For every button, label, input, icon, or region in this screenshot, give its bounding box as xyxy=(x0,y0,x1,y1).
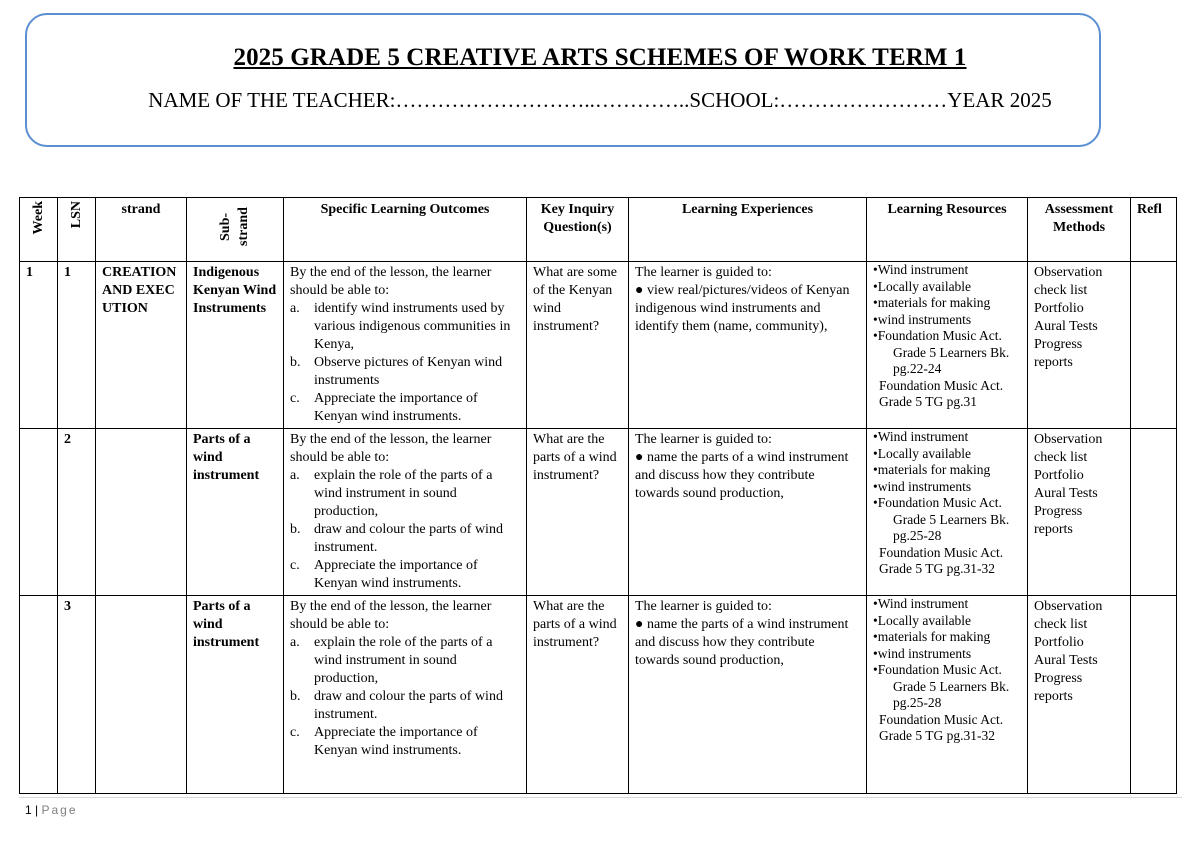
page-footer xyxy=(25,803,78,817)
assessment-item: Observation xyxy=(1034,599,1103,614)
resource-item: •materials for making xyxy=(873,629,991,644)
resource-item: •wind instruments xyxy=(873,478,972,494)
outcome-item xyxy=(290,390,520,426)
resources-list xyxy=(873,596,1021,745)
outcomes-intro: By the end of the lesson, the learner should be able to: xyxy=(290,265,492,298)
outcomes-list xyxy=(290,300,520,426)
outcome-marker: c. xyxy=(290,558,300,573)
cell-experiences xyxy=(629,429,867,596)
table-header-row xyxy=(20,198,1177,262)
assessment-item: Portfolio xyxy=(1034,468,1084,483)
outcome-text: draw and colour the parts of wind instrument. xyxy=(314,689,503,722)
cell-experiences xyxy=(629,596,867,794)
cell-outcomes xyxy=(284,596,527,794)
page-number: 1 xyxy=(25,803,32,817)
cell-inquiry: What are some of the Kenyan wind instrument? xyxy=(527,262,629,429)
outcome-marker: c. xyxy=(290,725,300,740)
resource-item: •Wind instrument xyxy=(873,596,969,611)
resource-item: •Wind instrument xyxy=(873,262,969,277)
cell-strand xyxy=(96,429,187,596)
outcome-text: explain the role of the parts of a wind instrument in sound production, xyxy=(314,468,493,519)
footer-rule xyxy=(19,797,1182,798)
assessment-item: check list xyxy=(1034,617,1088,632)
outcome-text: Appreciate the importance of Kenyan wind instruments. xyxy=(314,725,478,758)
experiences-intro: The learner is guided to: xyxy=(635,432,772,447)
cell-strand: CREATION AND EXECUTION xyxy=(96,262,187,429)
header-box xyxy=(25,13,1101,147)
assessment-item: Portfolio xyxy=(1034,301,1084,316)
resource-tg-pages: Grade 5 TG pg.31-32 xyxy=(879,561,995,576)
assessment-item: check list xyxy=(1034,283,1088,298)
resource-item: •Locally available xyxy=(873,445,972,461)
assessment-item: Progress xyxy=(1034,671,1083,686)
resource-tg-pages: Grade 5 TG pg.31-32 xyxy=(879,728,995,743)
outcome-marker: b. xyxy=(290,355,301,370)
cell-assessment xyxy=(1028,596,1131,794)
resource-tg-title: Foundation Music Act. xyxy=(879,711,1004,727)
resources-list xyxy=(873,262,1021,411)
cell-reflection xyxy=(1131,429,1177,596)
resource-item: •materials for making xyxy=(873,462,991,477)
assessment-item: Aural Tests xyxy=(1034,486,1098,501)
col-header-week: Week xyxy=(20,198,58,262)
experience-item-continued: indigenous wind instruments and identify them (name, community), xyxy=(635,301,828,334)
cell-experiences xyxy=(629,262,867,429)
col-header-strand: strand xyxy=(96,198,187,262)
cell-outcomes xyxy=(284,262,527,429)
outcome-text: draw and colour the parts of wind instrument. xyxy=(314,522,503,555)
cell-resources xyxy=(867,429,1028,596)
resource-item: •Foundation Music Act. xyxy=(873,495,1002,510)
outcome-text: Appreciate the importance of Kenyan wind instruments. xyxy=(314,391,478,424)
assessment-item: Observation xyxy=(1034,265,1103,280)
cell-assessment xyxy=(1028,262,1131,429)
assessment-item: Aural Tests xyxy=(1034,319,1098,334)
col-header-assessment: Assessment Methods xyxy=(1028,198,1131,262)
resources-list xyxy=(873,429,1021,578)
resource-pages: pg.25-28 xyxy=(893,695,942,710)
page-label: Page xyxy=(41,803,78,817)
outcome-text: Observe pictures of Kenyan wind instruments xyxy=(314,355,503,388)
assessment-item: reports xyxy=(1034,355,1073,370)
experience-item: ● view real/pictures/videos of Kenyan xyxy=(635,283,850,298)
resource-tg-title: Foundation Music Act. xyxy=(879,544,1004,560)
cell-lsn: 2 xyxy=(58,429,96,596)
experience-item: ● name the parts of a wind instrument and discuss how they contribute towards sound production, xyxy=(635,450,849,501)
experience-item: ● name the parts of a wind instrument and discuss how they contribute towards sound production, xyxy=(635,617,849,668)
table-row xyxy=(20,596,1177,794)
outcome-marker: a. xyxy=(290,468,300,483)
col-header-outcomes: Specific Learning Outcomes xyxy=(284,198,527,262)
assessment-item: Aural Tests xyxy=(1034,653,1098,668)
outcome-item xyxy=(290,521,520,557)
outcome-item xyxy=(290,688,520,724)
outcomes-intro: By the end of the lesson, the learner should be able to: xyxy=(290,432,492,465)
resource-item: •wind instruments xyxy=(873,311,972,327)
cell-week xyxy=(20,596,58,794)
table-row xyxy=(20,429,1177,596)
col-header-inquiry: Key Inquiry Question(s) xyxy=(527,198,629,262)
resource-book: Grade 5 Learners Bk. xyxy=(893,678,1010,694)
resource-item: •Locally available xyxy=(873,612,972,628)
cell-sub-strand: Parts of a wind instrument xyxy=(187,429,284,596)
col-header-experiences: Learning Experiences xyxy=(629,198,867,262)
outcome-item xyxy=(290,557,520,593)
cell-lsn: 3 xyxy=(58,596,96,794)
outcome-marker: b. xyxy=(290,522,301,537)
outcome-marker: b. xyxy=(290,689,301,704)
cell-lsn: 1 xyxy=(58,262,96,429)
assessment-item: Progress xyxy=(1034,504,1083,519)
cell-resources xyxy=(867,596,1028,794)
resource-tg-pages: Grade 5 TG pg.31 xyxy=(879,394,977,409)
resource-item: •materials for making xyxy=(873,295,991,310)
cell-outcomes xyxy=(284,429,527,596)
outcome-text: Appreciate the importance of Kenyan wind instruments. xyxy=(314,558,478,591)
cell-reflection xyxy=(1131,596,1177,794)
resource-book: Grade 5 Learners Bk. xyxy=(893,511,1010,527)
cell-inquiry: What are the parts of a wind instrument? xyxy=(527,596,629,794)
outcome-text: explain the role of the parts of a wind instrument in sound production, xyxy=(314,635,493,686)
resource-item: •Foundation Music Act. xyxy=(873,328,1002,343)
resource-item: •wind instruments xyxy=(873,645,972,661)
outcome-marker: a. xyxy=(290,301,300,316)
table-row xyxy=(20,262,1177,429)
outcome-item xyxy=(290,354,520,390)
cell-resources xyxy=(867,262,1028,429)
experiences-intro: The learner is guided to: xyxy=(635,265,772,280)
outcome-item xyxy=(290,634,520,688)
outcomes-list xyxy=(290,467,520,593)
teacher-school-line: NAME OF THE TEACHER:………………………..…………..SCHOOL:……………………YEAR 2025 xyxy=(148,88,1052,112)
col-header-sub-strand: Sub-strand xyxy=(187,198,284,262)
resource-tg-title: Foundation Music Act. xyxy=(879,377,1004,393)
outcome-marker: a. xyxy=(290,635,300,650)
assessment-item: Progress xyxy=(1034,337,1083,352)
experiences-intro: The learner is guided to: xyxy=(635,599,772,614)
schemes-of-work-table xyxy=(19,197,1177,794)
cell-sub-strand: Indigenous Kenyan Wind Instruments xyxy=(187,262,284,429)
assessment-item: Observation xyxy=(1034,432,1103,447)
footer-separator: | xyxy=(31,803,42,817)
col-header-resources: Learning Resources xyxy=(867,198,1028,262)
resource-pages: pg.25-28 xyxy=(893,528,942,543)
resource-item: •Locally available xyxy=(873,278,972,294)
cell-reflection xyxy=(1131,262,1177,429)
cell-assessment xyxy=(1028,429,1131,596)
resource-book: Grade 5 Learners Bk. xyxy=(893,344,1010,360)
outcomes-list xyxy=(290,634,520,760)
resource-item: •Wind instrument xyxy=(873,429,969,444)
assessment-item: Portfolio xyxy=(1034,635,1084,650)
page-title: 2025 GRADE 5 CREATIVE ARTS SCHEMES OF WORK TERM 1 xyxy=(233,44,967,71)
outcomes-intro: By the end of the lesson, the learner should be able to: xyxy=(290,599,492,632)
cell-sub-strand: Parts of a wind instrument xyxy=(187,596,284,794)
assessment-item: reports xyxy=(1034,689,1073,704)
assessment-item: check list xyxy=(1034,450,1088,465)
outcome-item xyxy=(290,724,520,760)
col-header-lsn: LSN xyxy=(58,198,96,262)
cell-week xyxy=(20,429,58,596)
outcome-item xyxy=(290,467,520,521)
cell-week: 1 xyxy=(20,262,58,429)
col-header-reflection: Refl xyxy=(1131,198,1177,262)
cell-inquiry: What are the parts of a wind instrument? xyxy=(527,429,629,596)
outcome-text: identify wind instruments used by various indigenous communities in Kenya, xyxy=(314,301,511,352)
resource-pages: pg.22-24 xyxy=(893,361,942,376)
cell-strand xyxy=(96,596,187,794)
outcome-item xyxy=(290,300,520,354)
assessment-item: reports xyxy=(1034,522,1073,537)
outcome-marker: c. xyxy=(290,391,300,406)
resource-item: •Foundation Music Act. xyxy=(873,662,1002,677)
